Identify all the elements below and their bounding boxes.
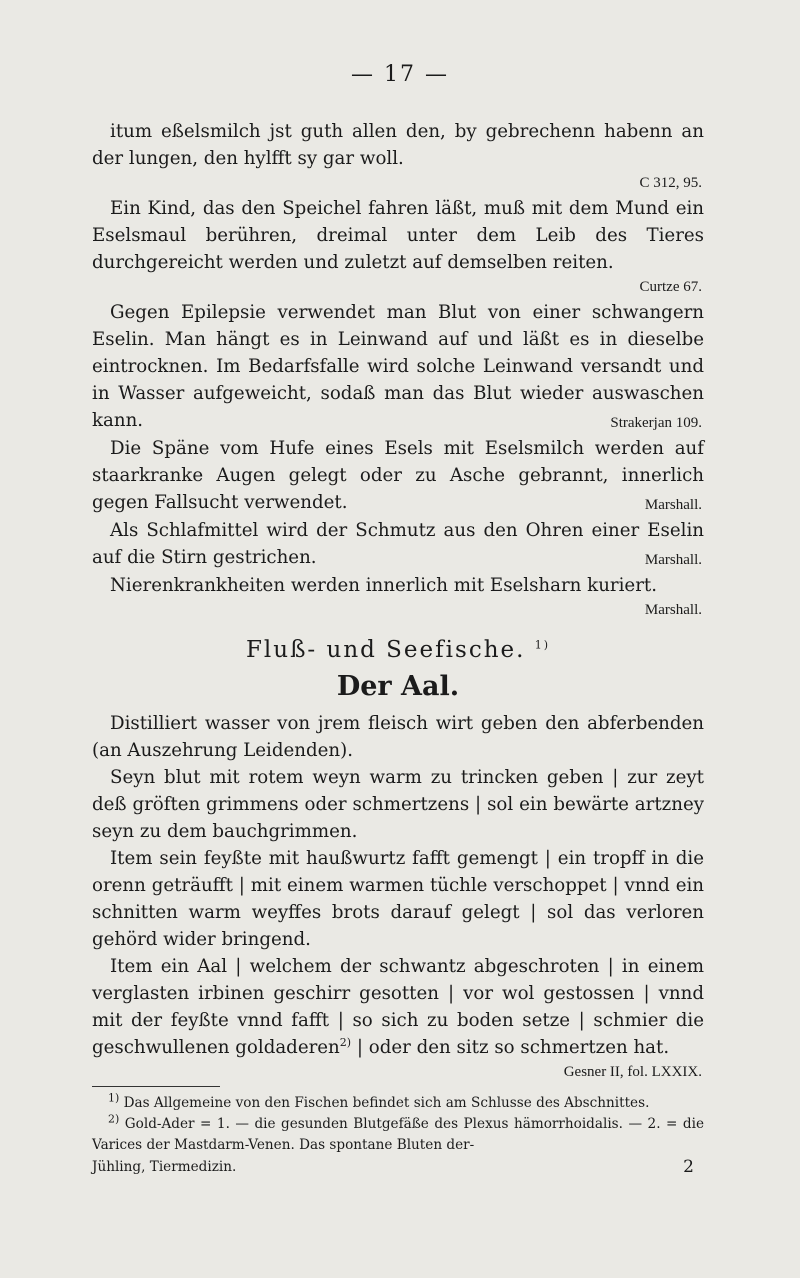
- page-body: [92, 118, 704, 1178]
- section-title-footnote-mark: 1): [534, 638, 551, 652]
- sheet-number: 2: [683, 1157, 694, 1177]
- paragraph-1: itum eßelsmilch jst guth allen den, by gebrechenn habenn an der lungen, den hylfft sy gar woll.: [92, 121, 704, 169]
- footnote-1-text: Das Allgemeine von den Fischen befindet sich am Schlusse des Abschnittes.: [123, 1095, 650, 1111]
- section-title-text: Fluß- und Seefische.: [245, 637, 526, 663]
- footnote-mark-2: 2): [339, 1035, 352, 1049]
- footnote-2-text: Gold-Ader = 1. — die gesunden Blutgefäße des Plexus hämorrhoidalis. — 2. = die Varices der Mastdarm-Venen. Das spontane Bluten der-: [92, 1116, 704, 1153]
- paragraph-4: Die Späne vom Hufe eines Esels mit Eselsmilch werden auf staarkranke Augen gelegt oder zu Asche gebrannt, innerlich gegen Fallsucht verwendet.: [92, 438, 704, 513]
- source-3: Strakerjan 109.: [610, 415, 702, 431]
- source-7: Gesner II, fol. LXXIX.: [563, 1064, 702, 1080]
- source-4: Marshall.: [644, 497, 702, 513]
- section-paragraph-4: [92, 953, 704, 1061]
- page-number: — 17 —: [351, 62, 449, 87]
- paragraph-5: Als Schlafmittel wird der Schmutz aus den Ohren einer Eselin auf die Stirn gestrichen.: [92, 520, 704, 568]
- page-footer: [92, 1156, 704, 1178]
- paragraph-6: Nierenkrankheiten werden innerlich mit Eselsharn kuriert.: [110, 575, 657, 596]
- footnote-1: [92, 1093, 704, 1114]
- source-2: Curtze 67.: [639, 279, 702, 295]
- footnote-2-mark: 2): [108, 1112, 120, 1126]
- paragraph-2: Ein Kind, das den Speichel fahren läßt, muß mit dem Mund ein Eselsmaul berühren, dreimal unter dem Leib des Tieres durchgereicht werden und zuletzt auf demselben reiten.: [92, 198, 704, 273]
- section-paragraph-1: Distilliert wasser von jrem fleisch wirt geben den abferbenden (an Auszehrung Leidenden).: [92, 713, 704, 761]
- footnote-2: [92, 1114, 704, 1156]
- footnote-divider: [92, 1086, 220, 1087]
- footnotes: [92, 1093, 704, 1156]
- section-paragraph-4-text: Item ein Aal | welchem der schwantz abgeschroten | in einem verglasten irbinen geschirr gesotten | vor wol gestossen | vnnd mit der feyßte vnnd fafft | so sich zu boden setze | schmier die geschwullenen goldaderen: [92, 956, 704, 1058]
- source-1: C 312, 95.: [639, 175, 702, 191]
- section-paragraph-2: Seyn blut mit rotem weyn warm zu trincken geben | zur zeyt deß gröften grimmens oder schmertzens | sol ein bewärte artzney seyn zu dem bauchgrimmen.: [92, 767, 704, 842]
- section-paragraph-3: Item sein feyßte mit haußwurtz fafft gemengt | ein tropff in die orenn geträufft | mit einem warmen tüchle verschoppet | vnnd ein schnitten warm weyffes brots darauf gelegt | sol das verloren gehörd wider bringend.: [92, 848, 704, 950]
- source-5: Marshall.: [644, 552, 702, 568]
- paragraph-3: Gegen Epilepsie verwendet man Blut von einer schwangern Eselin. Man hängt es in Leinwand auf und läßt es in dieselbe eintrocknen. Im Bedarfsfalle wird solche Leinwand versandt und in Wasser aufgeweicht, sodaß man das Blut wieder auswaschen kann.: [92, 302, 704, 431]
- section-subtitle: Der Aal.: [336, 671, 460, 702]
- source-6: Marshall.: [644, 602, 702, 618]
- section-title: [92, 632, 704, 668]
- section-paragraph-4-text-after: | oder den sitz so schmertzen hat.: [356, 1037, 670, 1058]
- footnote-1-mark: 1): [108, 1091, 120, 1105]
- signature: Jühling, Tiermedizin.: [92, 1159, 237, 1175]
